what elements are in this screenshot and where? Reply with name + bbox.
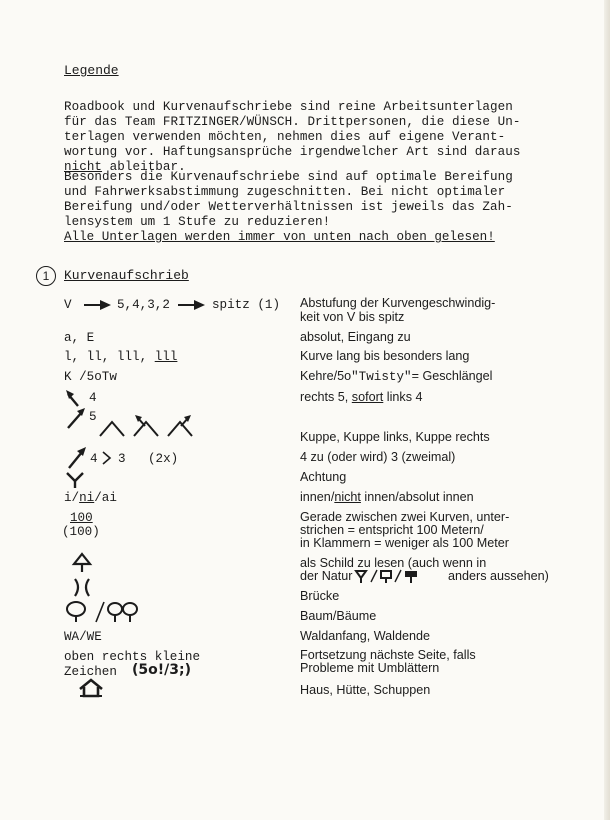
reading-direction-notice: Alle Unterlagen werden immer von unten nach oben gelesen!	[64, 230, 495, 244]
next-code-handwritten: (5o!/3;)	[132, 662, 191, 678]
crest-symbols-icon	[98, 414, 198, 440]
tightens-num-3: 3	[118, 452, 126, 466]
sign-desc-2a: der Natur	[300, 569, 353, 583]
inside-desc-c: innen/absolut innen	[360, 490, 474, 504]
tightens-chevron-icon	[101, 450, 113, 466]
arrow-right-icon	[176, 298, 206, 312]
intro-line-9: lensystem um 1 Stufe zu reduzieren!	[64, 215, 331, 229]
arrow-right-icon	[82, 298, 112, 312]
hairpin-code: K /5oTw	[64, 370, 117, 384]
entry-desc: absolut, Eingang zu	[300, 330, 411, 344]
straight-desc-1: Gerade zwischen zwei Kurven, unter-	[300, 510, 510, 524]
forest-code: WA/WE	[64, 630, 102, 644]
trees-desc: Baum/Bäume	[300, 609, 377, 623]
combo-num-4: 4	[89, 391, 97, 405]
scale-v: V	[64, 298, 72, 312]
bridge-desc: Brücke	[300, 589, 340, 603]
next-desc-2: Probleme mit Umblättern	[300, 661, 440, 675]
length-code-underlined: lll	[154, 350, 178, 364]
straight-desc-3: in Klammern = weniger als 100 Meter	[300, 536, 509, 550]
intro-line-6: Besonders die Kurvenaufschriebe sind auf optimale Bereifung	[64, 170, 513, 184]
house-icon	[78, 678, 104, 698]
section-number: 1	[36, 266, 56, 286]
intro-line-4: wortung vor. Haftungsansprüche irgendwelcher Art sind daraus	[64, 145, 521, 159]
straight-code-underlined: 100	[70, 511, 93, 525]
intro-line-2: für das Team FRITZINGER/WÜNSCH. Drittpersonen, die diese Un-	[64, 115, 521, 129]
scale-desc-2: keit von V bis spitz	[300, 310, 405, 324]
caution-icon	[64, 470, 86, 490]
curve-arrow-icon	[64, 444, 90, 470]
bridge-icon	[70, 576, 94, 600]
inside-code-ni: ni	[79, 491, 95, 505]
intro-line-3: terlagen verwenden möchten, nehmen dies auf eigene Verant-	[64, 130, 506, 144]
length-code-plain: l, ll, lll,	[64, 350, 148, 364]
length-codes	[64, 350, 177, 364]
sign-desc-2b: anders aussehen)	[448, 569, 549, 583]
scale-end: spitz (1)	[212, 298, 281, 312]
hairpin-desc-b: "Twisty"	[351, 370, 412, 384]
combo-num-5: 5	[89, 410, 97, 424]
intro-line-8: Bereifung und/oder Wetterverhältnissen ist jeweils das Zah-	[64, 200, 513, 214]
intro-line-1: Roadbook und Kurvenaufschriebe sind reine Arbeitsunterlagen	[64, 100, 513, 114]
straight-desc-2: strichen = entspricht 100 Metern/	[300, 523, 484, 537]
inside-desc	[300, 491, 474, 505]
next-code-2: Zeichen	[64, 665, 117, 679]
tightens-num-4: 4	[90, 452, 98, 466]
inside-code-c: /ai	[94, 491, 117, 505]
tightens-times: (2x)	[148, 452, 179, 466]
next-desc-1: Fortsetzung nächste Seite, falls	[300, 648, 476, 662]
curve-combo-arrows-icon	[64, 388, 90, 432]
page-edge-shadow	[604, 0, 610, 820]
page-title: Legende	[64, 63, 119, 78]
caution-desc: Achtung	[300, 470, 347, 484]
sign-desc-1: als Schild zu lesen (auch wenn in	[300, 556, 487, 570]
sign-variants-icon	[353, 568, 445, 584]
length-desc: Kurve lang bis besonders lang	[300, 349, 470, 363]
intro-line-7: und Fahrwerksabstimmung zugeschnitten. Bei nicht optimaler	[64, 185, 506, 199]
next-code-1: oben rechts kleine	[64, 650, 201, 664]
inside-codes	[64, 491, 117, 505]
scale-numbers: 5,4,3,2	[117, 298, 170, 312]
inside-desc-nicht: nicht	[334, 490, 361, 504]
tightens-desc: 4 zu (oder wird) 3 (zweimal)	[300, 450, 456, 464]
hairpin-desc	[300, 370, 492, 385]
straight-code-bracketed: (100)	[62, 525, 100, 539]
sign-icon	[72, 552, 92, 574]
sign-desc-2	[300, 570, 353, 584]
combo-desc	[300, 391, 423, 405]
inside-code-a: i/	[64, 491, 80, 505]
crest-desc: Kuppe, Kuppe links, Kuppe rechts	[300, 430, 490, 444]
combo-desc-sofort: sofort	[351, 390, 384, 404]
combo-desc-c: links 4	[383, 390, 423, 404]
intro-line-5-rest: ableitbar.	[102, 160, 186, 174]
intro-nicht: nicht	[64, 160, 103, 174]
entry-code: a, E	[64, 331, 95, 345]
section-title: Kurvenaufschrieb	[64, 268, 189, 283]
tree-icon	[64, 600, 144, 624]
inside-desc-a: innen/	[300, 490, 335, 504]
hairpin-desc-c: = Geschlängel	[411, 369, 493, 383]
scale-desc-1: Abstufung der Kurvengeschwindig-	[300, 296, 496, 310]
house-desc: Haus, Hütte, Schuppen	[300, 683, 431, 697]
combo-desc-a: rechts 5,	[300, 390, 352, 404]
forest-desc: Waldanfang, Waldende	[300, 629, 430, 643]
hairpin-desc-a: Kehre/5o	[300, 369, 352, 383]
